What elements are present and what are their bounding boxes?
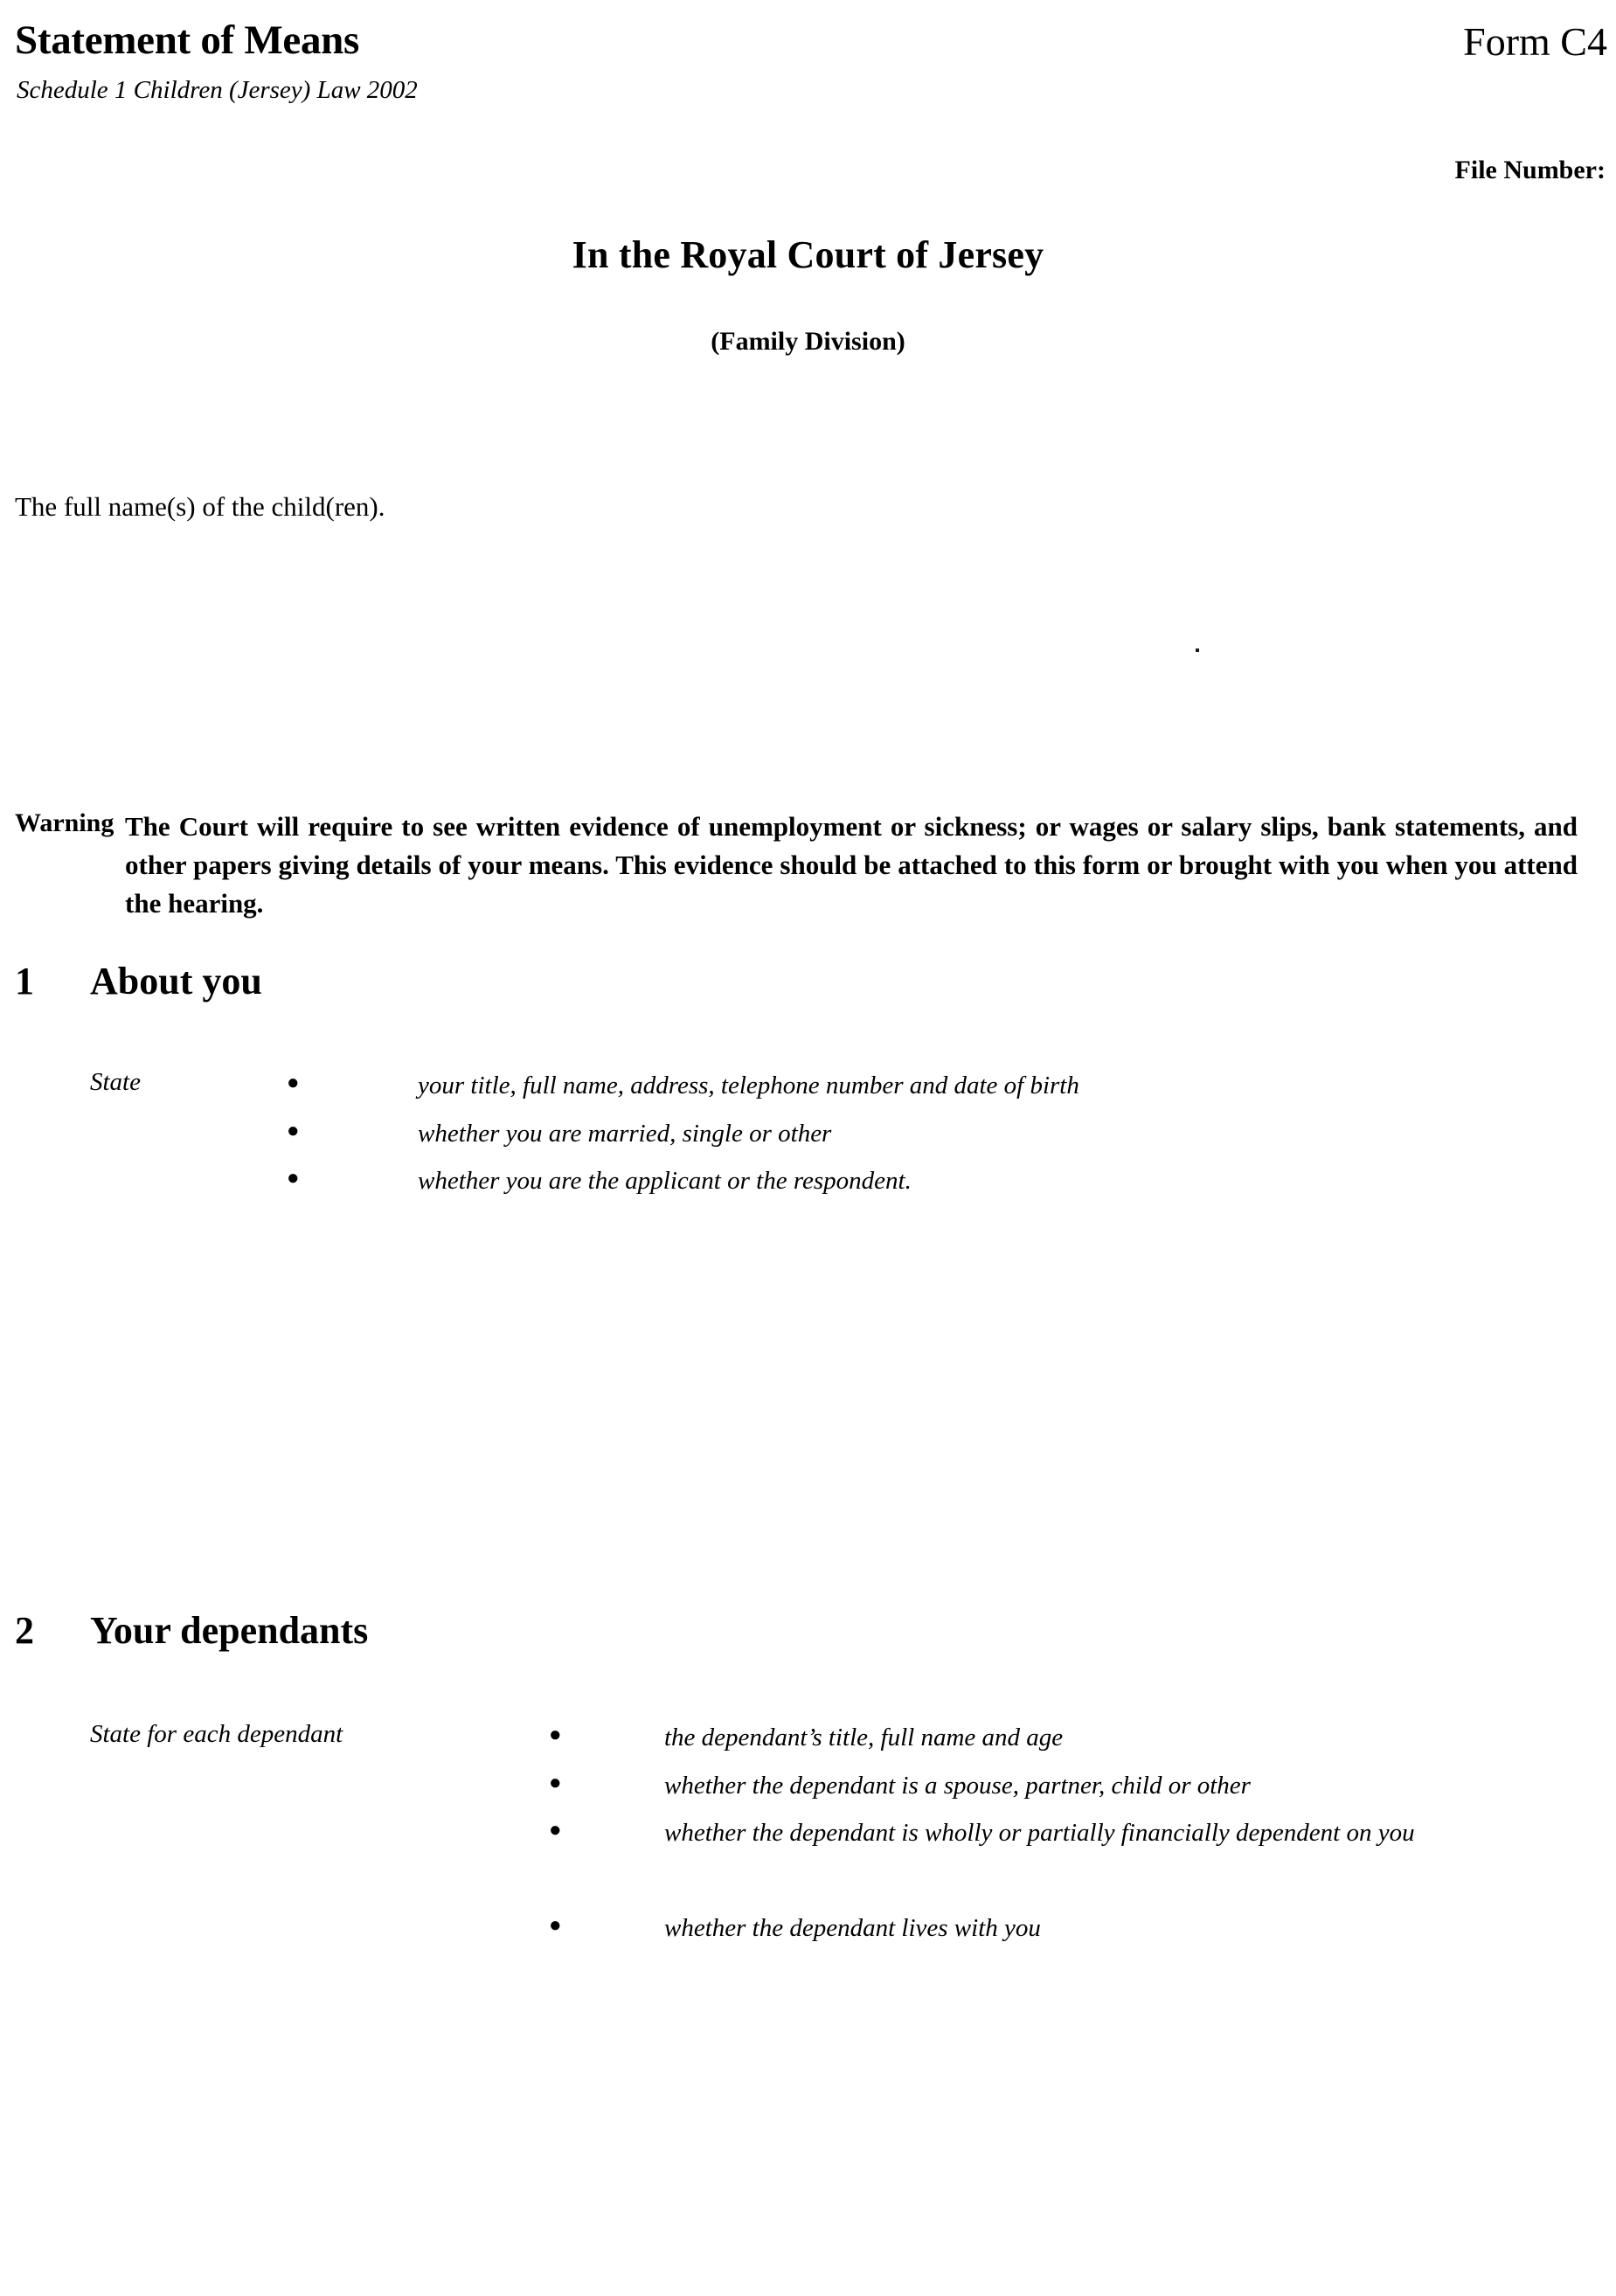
court-name: In the Royal Court of Jersey: [572, 233, 1044, 276]
court-division: (Family Division): [711, 327, 905, 356]
bullet-icon: ●: [549, 1914, 562, 1937]
bullet-icon: ●: [287, 1120, 300, 1142]
section-2-bullet-text: whether the dependant is wholly or partially financially dependent on you: [664, 1819, 1415, 1847]
scan-artifact-dot: [1196, 649, 1199, 652]
form-code: Form C4: [1463, 19, 1607, 64]
section-1-bullet-text: whether you are married, single or other: [418, 1120, 832, 1148]
bullet-icon: ●: [549, 1772, 562, 1794]
warning-text: The Court will require to see written evidence of unemployment or sickness; or wages or salary slips, bank statements, and other papers giving details of your means. This evidence should be attached to this form or brought with you when you attend the hearing.: [125, 811, 1578, 919]
section-1-bullet-text: whether you are the applicant or the respondent.: [418, 1167, 912, 1195]
section-2-bullet-text: the dependant’s title, full name and age: [664, 1724, 1064, 1751]
child-names-prompt: The full name(s) of the child(ren).: [15, 491, 385, 522]
section-2-bullet-text: whether the dependant lives with you: [664, 1914, 1041, 1942]
section-2-bullet-item: [549, 1815, 1608, 1851]
section-2-bullet-item: [549, 1911, 1608, 1946]
section-2-bullet-item: [549, 1768, 1608, 1804]
bullet-icon: ●: [287, 1072, 300, 1094]
warning-label: Warning: [15, 808, 114, 837]
section-2-bullet-item: [549, 1720, 1608, 1756]
section-1-state-label: State: [90, 1068, 141, 1096]
section-1-bullet-item: [287, 1116, 1580, 1152]
section-1-number: 1: [15, 960, 34, 1002]
bullet-icon: ●: [287, 1167, 300, 1190]
section-1-bullet-item: [287, 1068, 1580, 1104]
section-1-heading: About you: [90, 960, 262, 1002]
section-1-bullet-item: [287, 1163, 1580, 1199]
section-2-bullet-text: whether the dependant is a spouse, partner, child or other: [664, 1772, 1251, 1800]
file-number-label: File Number:: [1454, 156, 1606, 184]
section-2-state-label: State for each dependant: [90, 1720, 343, 1748]
section-2-heading: Your dependants: [90, 1609, 369, 1652]
document-subtitle: Schedule 1 Children (Jersey) Law 2002: [17, 76, 418, 104]
document-title: Statement of Means: [15, 17, 360, 63]
bullet-icon: ●: [549, 1724, 562, 1746]
section-1-bullet-text: your title, full name, address, telephone number and date of birth: [418, 1072, 1079, 1099]
bullet-icon: ●: [549, 1819, 562, 1842]
section-2-number: 2: [15, 1609, 34, 1652]
